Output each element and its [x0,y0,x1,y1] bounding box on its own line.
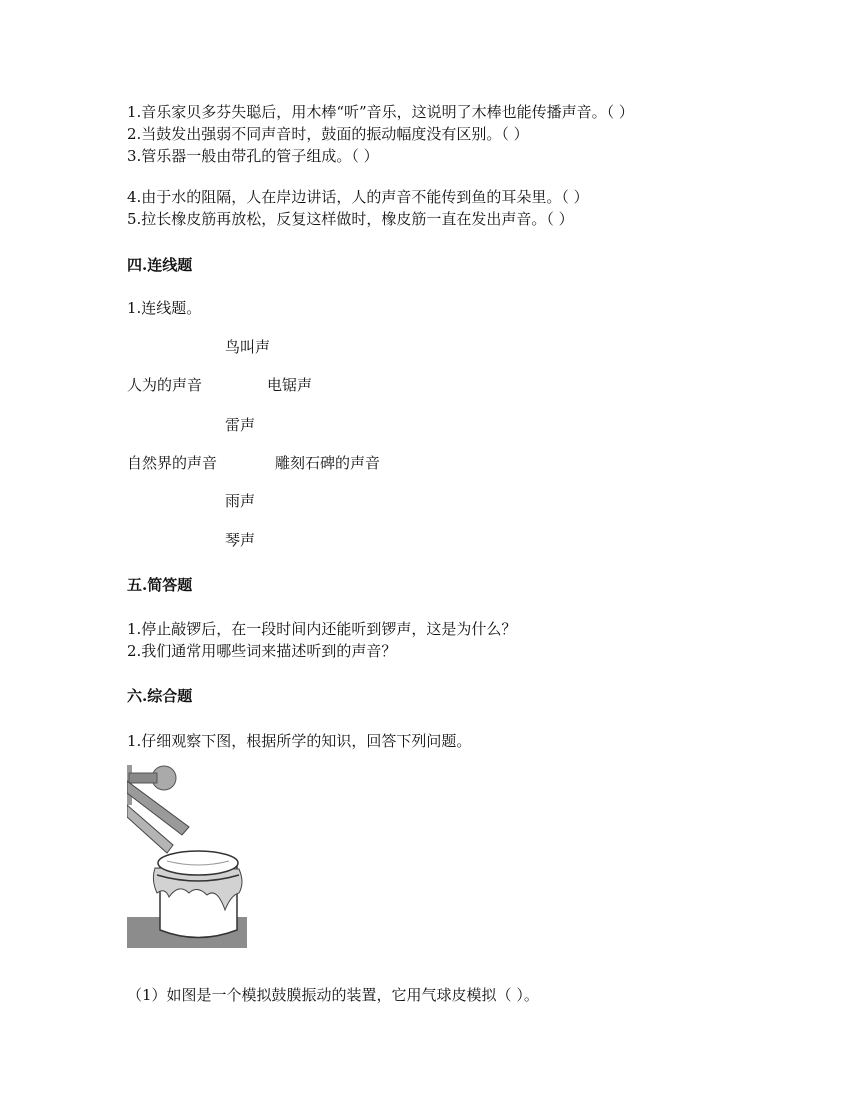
short-answer-question-2: 2.我们通常用哪些词来描述听到的声音？ [127,642,397,660]
section-heading-matching: 四.连线题 [127,256,193,274]
short-answer-question-1: 1.停止敲锣后，在一段时间内还能听到锣声，这是为什么？ [127,620,517,638]
left-item-man-made: 人为的声音 [127,376,203,394]
tf-question-3: 3.管乐器一般由带孔的管子组成。（ ） [127,147,379,165]
tf-question-4: 4.由于水的阻隔，人在岸边讲话，人的声音不能传到鱼的耳朵里。（ ） [127,188,589,206]
matching-question: 1.连线题。 [127,299,202,317]
right-item-carving: 雕刻石碑的声音 [275,454,381,472]
tf-question-1: 1.音乐家贝多芬失聪后，用木棒“听”音乐，这说明了木棒也能传播声音。（ ） [127,103,634,121]
comprehensive-sub-question-1: （1）如图是一个模拟鼓膜振动的装置，它用气球皮模拟（ ）。 [127,986,539,1004]
section-heading-comprehensive: 六.综合题 [127,687,193,705]
left-item-natural: 自然界的声音 [127,454,218,472]
section-heading-short-answer: 五.简答题 [127,576,193,594]
right-item-chainsaw: 电锯声 [267,376,313,394]
right-item-bird: 鸟叫声 [225,338,271,356]
right-item-piano: 琴声 [225,531,256,549]
tf-question-5: 5.拉长橡皮筋再放松，反复这样做时，橡皮筋一直在发出声音。（ ） [127,210,574,228]
right-item-rain: 雨声 [225,492,256,510]
drum-membrane-apparatus-illustration [127,765,247,948]
tf-question-2: 2.当鼓发出强弱不同声音时，鼓面的振动幅度没有区别。（ ） [127,125,529,143]
comprehensive-question: 1.仔细观察下图，根据所学的知识，回答下列问题。 [127,732,472,750]
right-item-thunder: 雷声 [225,416,256,434]
